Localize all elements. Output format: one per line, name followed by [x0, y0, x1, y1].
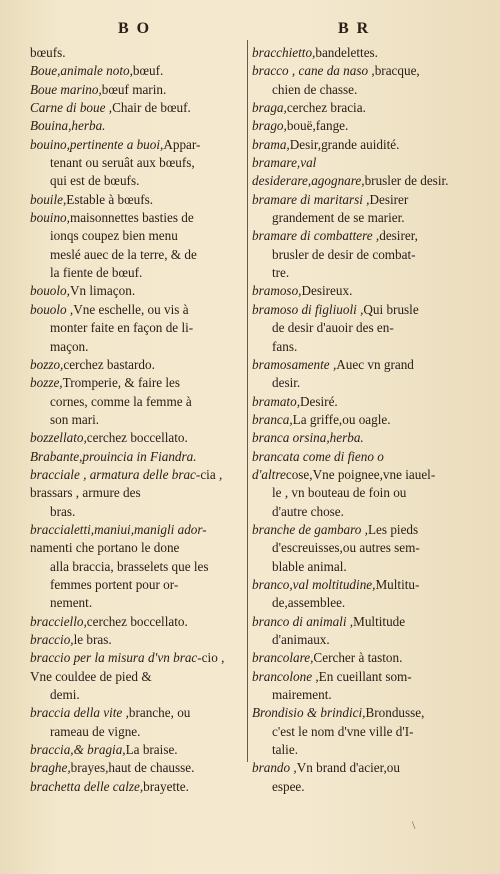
dictionary-entry — [252, 301, 450, 356]
entry-definition: Desirer — [369, 191, 409, 207]
entry-definition: desirer, — [379, 228, 418, 244]
entry-headword: bouino,pertinente a buoi, — [30, 136, 164, 152]
entry-headword: braghe, — [30, 760, 71, 776]
entry-definition: Vne eschelle, ou vis à — [73, 301, 189, 317]
dictionary-entry — [30, 741, 242, 759]
entry-continuation: d'escreuisses,ou autres sem- — [272, 540, 420, 556]
entry-continuation: le , vn bouteau de foin ou — [272, 485, 407, 501]
dictionary-entry — [30, 117, 242, 135]
entry-definition: Chair de bœuf. — [112, 100, 191, 116]
entry-continuation: de desir d'auoir des en- — [272, 320, 394, 336]
entry-definition: Qui brusle — [363, 301, 419, 317]
entry-continuation: qui est de bœufs. — [50, 173, 140, 189]
entry-headword: Brabante,prouincia in Fiandra. — [30, 448, 197, 464]
entry-definition: maisonnettes basties de — [69, 210, 194, 226]
dictionary-entry — [30, 282, 242, 300]
entry-continuation: maçon. — [50, 338, 89, 354]
entry-continuation: femmes portent pour or- — [50, 576, 179, 592]
entry-definition: Desireux. — [301, 283, 353, 299]
dictionary-entry — [30, 374, 242, 429]
dictionary-entry — [30, 521, 242, 613]
entry-headword: branca orsina,herba. — [252, 430, 364, 446]
dictionary-entry — [252, 668, 450, 705]
left-column — [30, 44, 242, 796]
dictionary-entry — [252, 227, 450, 282]
entry-definition: Vn brand d'acier,ou — [296, 760, 400, 776]
dictionary-entry — [252, 282, 450, 300]
entry-definition: Cercher à taston. — [313, 650, 403, 666]
entry-definition: namenti che portano le done — [30, 540, 180, 556]
entry-definition: bœufs. — [30, 45, 66, 60]
dictionary-entry — [252, 191, 450, 228]
entry-definition: bandelettes. — [315, 45, 378, 60]
entry-headword: branco,val moltitudine, — [252, 576, 376, 592]
entry-definition: bœuf. — [132, 63, 164, 79]
entry-continuation: alla braccia, brasselets que les — [50, 558, 209, 574]
entry-definition: Tromperie, & faire les — [62, 375, 181, 391]
dictionary-entry — [30, 759, 242, 777]
entry-definition: Multitu- — [375, 576, 420, 592]
dictionary-entry — [252, 704, 450, 759]
entry-continuation: cornes, comme la femme à — [50, 393, 192, 409]
entry-headword: bramare di combattere , — [252, 228, 380, 244]
entry-definition: Estable à bœufs. — [66, 191, 154, 207]
entry-definition: Multitude — [353, 613, 406, 629]
entry-continuation: c'est le nom d'vne ville d'I- — [272, 723, 414, 739]
dictionary-entry — [252, 117, 450, 135]
entry-definition: Desir,grande auidité. — [289, 136, 400, 152]
entry-headword: braccio per la misura d'vn brac- — [30, 650, 202, 666]
entry-headword: bramato, — [252, 393, 300, 409]
dictionary-entry — [252, 136, 450, 154]
entry-definition: branche, ou — [128, 705, 191, 721]
entry-headword: brachetta delle calze, — [30, 778, 144, 794]
dictionary-entry — [30, 778, 242, 796]
entry-headword: bouolo , — [30, 301, 74, 317]
dictionary-entry — [30, 356, 242, 374]
entry-headword: bracco , cane da naso , — [252, 63, 375, 79]
dictionary-entry — [252, 429, 450, 447]
entry-continuation: bras. — [50, 503, 76, 519]
entry-headword: Carne di boue , — [30, 100, 113, 116]
entry-definition: cose,Vne poignee,vne iauel- — [285, 466, 436, 482]
dictionary-entry — [252, 576, 450, 613]
entry-definition: Les pieds — [367, 521, 419, 537]
entry-definition: brayes,haut de chausse. — [70, 760, 195, 776]
dictionary-entry — [252, 99, 450, 117]
entry-headword: bramare,val desiderare,agognare, — [252, 155, 365, 189]
dictionary-entry — [30, 704, 242, 741]
entry-headword: brancolare, — [252, 650, 314, 666]
entry-headword: braga, — [252, 100, 287, 116]
entry-definition: brusler de desir. — [364, 173, 449, 189]
dictionary-entry — [252, 759, 450, 796]
entry-headword: braccio, — [30, 632, 74, 647]
dictionary-entry — [30, 301, 242, 356]
entry-headword: bramoso, — [252, 283, 302, 299]
dictionary-entry — [252, 393, 450, 411]
dictionary-entry — [252, 521, 450, 576]
entry-definition: Desiré. — [300, 393, 338, 409]
entry-continuation: rameau de vigne. — [50, 723, 141, 739]
entry-headword: bouino, — [30, 210, 70, 226]
entry-continuation: tre. — [272, 265, 290, 281]
page-ornament: \ — [412, 818, 416, 832]
dictionary-entry — [252, 411, 450, 429]
entry-continuation: chien de chasse. — [272, 81, 358, 97]
entry-headword: bozze, — [30, 375, 63, 391]
entry-definition: cerchez boccellato. — [86, 430, 188, 446]
entry-headword: bramare di maritarsi , — [252, 191, 370, 207]
entry-definition: le bras. — [73, 632, 112, 647]
entry-headword: brancata come di fieno o d'altre — [252, 448, 384, 482]
entry-continuation: mairement. — [272, 687, 332, 703]
entry-headword: bracchietto, — [252, 45, 316, 60]
entry-definition: cerchez boccellato. — [86, 613, 188, 629]
dictionary-entry — [30, 613, 242, 631]
entry-headword: branca, — [252, 411, 293, 427]
dictionary-entry — [30, 44, 242, 62]
entry-headword: bramoso di figliuoli , — [252, 301, 364, 317]
entry-continuation: espee. — [272, 778, 305, 794]
entry-continuation: desir. — [272, 375, 301, 391]
entry-headword: branche de gambaro , — [252, 521, 368, 537]
entry-continuation: la fiente de bœuf. — [50, 265, 143, 281]
entry-headword: Brondisio & brindici, — [252, 705, 366, 721]
dictionary-entry — [252, 356, 450, 393]
column-divider — [247, 40, 248, 762]
entry-definition: cio , Vne couldee de pied & — [30, 650, 225, 684]
entry-definition: bracque, — [374, 63, 420, 79]
dictionary-entry — [30, 649, 242, 704]
dictionary-entry — [30, 62, 242, 80]
entry-headword: bracciale , armatura delle brac- — [30, 466, 201, 482]
entry-continuation: d'autre chose. — [272, 503, 344, 519]
entry-continuation: monter faite en façon de li- — [50, 320, 194, 336]
entry-headword: bouile, — [30, 191, 67, 207]
entry-headword: brago, — [252, 118, 287, 134]
entry-definition: bouë,fange. — [286, 118, 349, 134]
running-header-right: BR — [338, 20, 377, 37]
entry-definition: brayette. — [143, 778, 189, 794]
dictionary-entry — [30, 136, 242, 191]
entry-continuation: d'animaux. — [272, 632, 330, 647]
dictionary-entry — [30, 99, 242, 117]
entry-continuation: tenant ou seruât aux bœufs, — [50, 155, 195, 171]
entry-headword: bracciello, — [30, 613, 87, 629]
entry-definition: cia , brassars , armure des — [30, 466, 223, 501]
entry-definition: La griffe,ou oagle. — [292, 411, 391, 427]
entry-definition: bœuf marin. — [101, 81, 167, 97]
dictionary-entry — [30, 191, 242, 209]
dictionary-entry — [252, 613, 450, 650]
entry-headword: braccia,& bragia, — [30, 742, 126, 758]
entry-continuation: demi. — [50, 687, 80, 703]
entry-headword: bozzellato, — [30, 430, 87, 446]
dictionary-entry — [30, 429, 242, 447]
entry-headword: braccialetti,maniui,manigli ador- — [30, 521, 207, 537]
entry-definition: La braise. — [125, 742, 178, 758]
entry-continuation: son mari. — [50, 411, 100, 427]
entry-headword: bouolo, — [30, 283, 70, 299]
entry-continuation: de,assemblee. — [272, 595, 346, 611]
entry-continuation: talie. — [272, 742, 298, 758]
entry-continuation: blable animal. — [272, 558, 347, 574]
entry-definition: cerchez bracia. — [286, 100, 366, 116]
entry-headword: branco di animali , — [252, 613, 354, 629]
entry-headword: bozzo, — [30, 356, 64, 372]
dictionary-entry — [252, 62, 450, 99]
dictionary-entry — [252, 154, 450, 191]
entry-definition: Auec vn grand — [336, 356, 414, 372]
entry-headword: brando , — [252, 760, 297, 776]
entry-continuation: nement. — [50, 595, 93, 611]
dictionary-entry — [30, 81, 242, 99]
entry-headword: braccia della vite , — [30, 705, 129, 721]
dictionary-entry — [30, 466, 242, 521]
running-header-left: BO — [118, 20, 158, 37]
dictionary-entry — [30, 631, 242, 649]
entry-headword: Boue marino, — [30, 81, 102, 97]
entry-definition: Vn limaçon. — [69, 283, 136, 299]
entry-definition: Brondusse, — [365, 705, 425, 721]
entry-continuation: brusler de desir de combat- — [272, 246, 416, 262]
entry-definition: Appar- — [163, 136, 201, 152]
entry-headword: Boue,animale noto, — [30, 63, 133, 79]
dictionary-entry — [252, 649, 450, 667]
entry-continuation: meslé auec de la terre, & de — [50, 246, 197, 262]
entry-headword: bramosamente , — [252, 356, 337, 372]
entry-continuation: ionqs coupez bien menu — [50, 228, 178, 244]
dictionary-entry — [252, 448, 450, 521]
entry-headword: Bouina,herba. — [30, 118, 106, 134]
dictionary-entry — [252, 44, 450, 62]
entry-definition: cerchez bastardo. — [63, 356, 155, 372]
entry-definition: En cueillant som- — [318, 668, 412, 684]
entry-headword: brama, — [252, 136, 290, 152]
entry-headword: brancolone , — [252, 668, 319, 684]
entry-continuation: fans. — [272, 338, 298, 354]
right-column — [252, 44, 450, 796]
dictionary-entry — [30, 209, 242, 282]
dictionary-entry — [30, 448, 242, 466]
entry-continuation: grandement de se marier. — [272, 210, 405, 226]
